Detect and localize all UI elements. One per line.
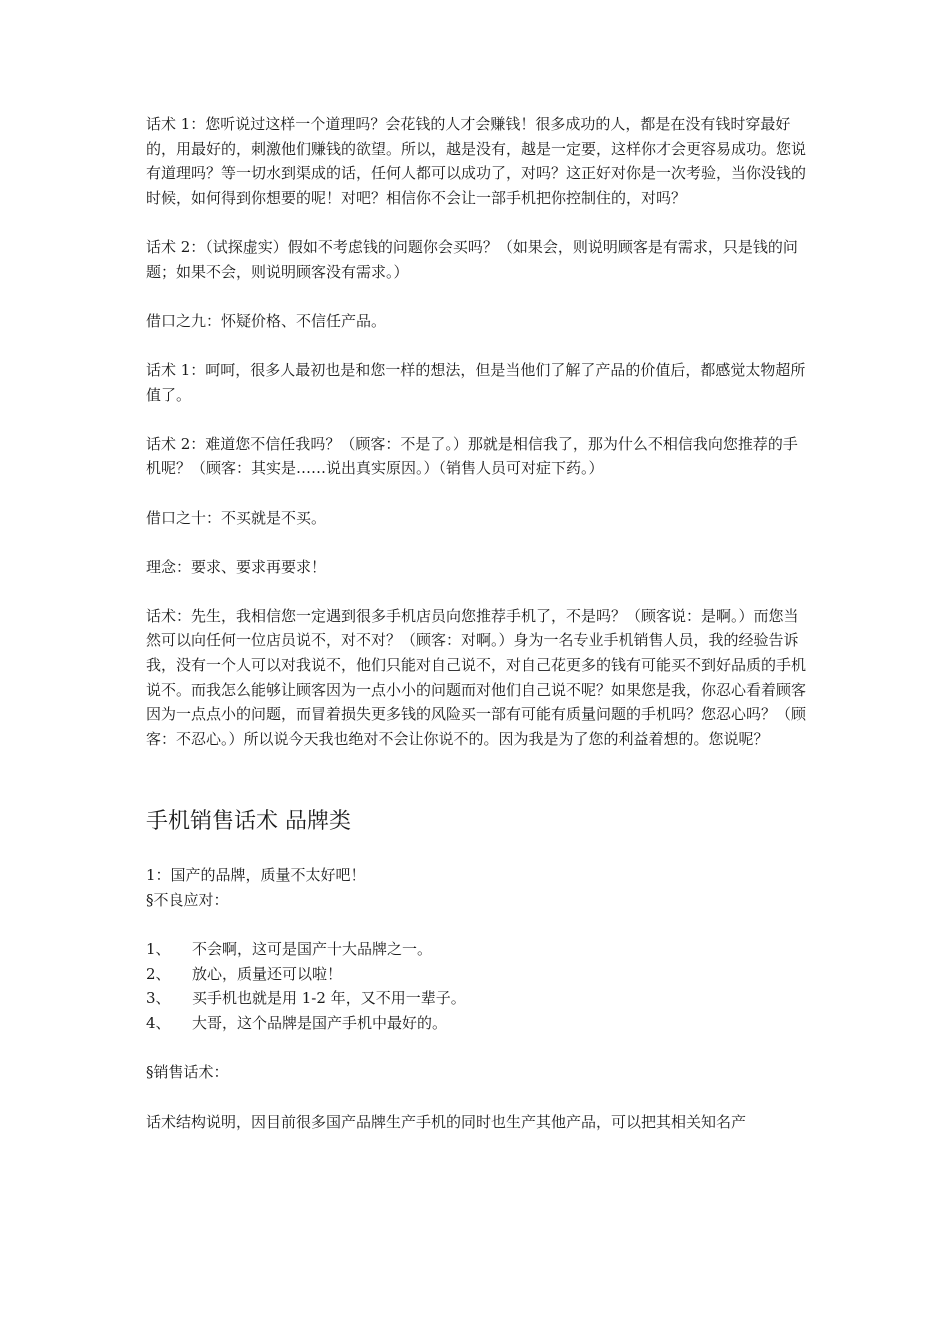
list-text: 放心，质量还可以啦！	[192, 964, 343, 983]
list-item	[146, 962, 812, 987]
bad-response-list	[146, 937, 812, 1035]
list-number: 2、	[146, 964, 171, 983]
sales-script-label: §销售话术：	[146, 1062, 229, 1081]
list-number: 3、	[146, 989, 171, 1008]
document-page	[146, 112, 812, 1135]
paragraph-excuse-9: 借口之九：怀疑价格、不信任产品。	[146, 311, 387, 330]
list-number: 1、	[146, 940, 171, 959]
paragraph-closing: 话术结构说明，因目前很多国产品牌生产手机的同时也生产其他产品，可以把其相关知名产	[146, 1113, 747, 1132]
list-item	[146, 1011, 812, 1036]
paragraph-script-1: 话术 1：您听说过这样一个道理吗？会花钱的人才会赚钱！很多成功的人，都是在没有钱时穿最好的，用最好的，刺激他们赚钱的欲望。所以，越是没有，越是一定要，这样你才会更容易成功。您说有道理吗？等一切水到渠成的话，任何人都可以成功了，对吗？这正好对你是一次考验，当你没钱的时候，如何得到你想要的呢！对吧？相信你不会让一部手机把你控制住的，对吗？	[146, 115, 807, 207]
paragraph-concept: 理念：要求、要求再要求！	[146, 557, 327, 576]
paragraph-script-5: 话术：先生，我相信您一定遇到很多手机店员向您推荐手机了，不是吗？（顾客说：是啊。）而您当然可以向任何一位店员说不，对不对？（顾客：对啊。）身为一名专业手机销售人员，我的经验告诉我，没有一个人可以对我说不，他们只能对自己说不，对自己花更多的钱有可能买不到好品质的手机说不。而我怎么能够让顾客因为一点小小的问题而对他们自己说不呢？如果您是我，你忍心看着顾客因为一点点小的问题，而冒着损失更多钱的风险买一部有可能有质量问题的手机吗？您忍心吗？（顾客：不忍心。）所以说今天我也绝对不会让你说不的。因为我是为了您的利益着想的。您说呢？	[146, 606, 807, 748]
list-item	[146, 937, 812, 962]
section-heading: 手机销售话术 品牌类	[146, 809, 351, 835]
paragraph-script-4: 话术 2：难道您不信任我吗？（顾客：不是了。）那就是相信我了，那为什么不相信我向您推荐的手机呢？（顾客：其实是……说出真实原因。）（销售人员可对症下药。）	[146, 434, 798, 478]
question-line: 1：国产的品牌，质量不太好吧！	[146, 866, 366, 885]
paragraph-script-2: 话术 2：（试探虚实）假如不考虑钱的问题你会买吗？（如果会，则说明顾客是有需求，只是钱的问题；如果不会，则说明顾客没有需求。）	[146, 237, 798, 281]
list-text: 大哥，这个品牌是国产手机中最好的。	[192, 1014, 448, 1032]
list-text: 不会啊，这可是国产十大品牌之一。	[192, 940, 433, 959]
list-text: 买手机也就是用 1-2 年，又不用一辈子。	[192, 989, 466, 1008]
list-item	[146, 986, 812, 1011]
bad-response-label: §不良应对：	[146, 891, 229, 910]
paragraph-script-3: 话术 1：呵呵，很多人最初也是和您一样的想法，但是当他们了解了产品的价值后，都感觉太物超所值了。	[146, 360, 806, 404]
list-number: 4、	[146, 1014, 171, 1032]
paragraph-excuse-10: 借口之十：不买就是不买。	[146, 508, 327, 527]
